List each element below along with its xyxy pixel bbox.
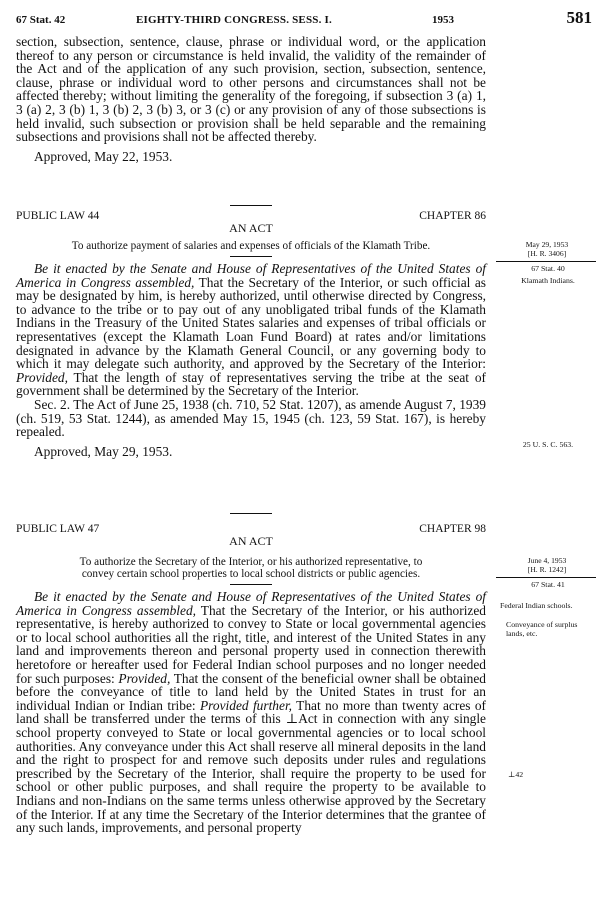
act-title-line-1: To authorize the Secretary of the Interior, or his authorized representative, to [79,556,423,568]
margin-usc-citation: 25 U. S. C. 563. [522,440,574,449]
margin-date: May 29, 1953 [525,240,569,249]
margin-date: June 4, 1953 [527,556,567,565]
continuation-block [16,35,486,163]
an-act-label: AN ACT [229,534,273,548]
approved-may-22: Approved, May 22, 1953. [34,148,173,164]
divider-rule [230,205,272,206]
enacting-clause: Be it enacted by the Senate and House of Representatives of the United States of America in Congress assembled, [16,589,486,618]
approved-may-29: Approved, May 29, 1953. [34,443,173,459]
margin-bill-number: [H. R. 1242] [527,564,567,574]
proviso: Provided, [118,670,171,686]
margin-stat-ref: 67 Stat. 40 [531,264,565,273]
act-title [16,556,486,580]
congress-session: EIGHTY-THIRD CONGRESS. SESS. I. [136,14,332,26]
margin-date-block [500,241,594,258]
an-act-label: AN ACT [229,221,273,235]
margin-stat-ref: 67 Stat. 41 [531,580,565,589]
margin-rule [496,261,596,262]
divider-rule [230,584,272,585]
chapter-label: CHAPTER 86 [419,210,486,222]
public-law-label: PUBLIC LAW 44 [16,210,100,222]
act-title-line-2: convey certain school properties to local school districts or public agencies. [81,568,421,580]
section-1: Be it enacted by the Senate and House of Representatives of the United States of America in Congress assembled, That the Secretary of the Interior, or such official as may be designated by him, is hereby authorized, until otherwise directed by Congress, to advance to the tribe or to pay out of any unobligated tribal funds of the Klamath Indians in the Treasury of the United States salaries and expenses of tribal officials or representatives (except the Klamath Loan Fund Board) at rates and/or limitations designated in advance by the Klamath General Council, or any governing body to which it may delegate such authority, and approved by the Secretary of the Interior: Provided, That the length of stay of representatives serving the tribe at the seat of government shall be determined by the Secretary of the Interior. [16,261,486,399]
law-47-body [16,590,486,835]
proviso: Provided, [16,369,68,385]
divider-rule [230,256,272,257]
margin-topic: Federal Indian schools. [500,601,573,610]
divider-rule [230,513,272,514]
header-year: 1953 [432,14,454,26]
act-title: To authorize payment of salaries and expenses of officials of the Klamath Tribe. [71,240,431,252]
proviso-further: Provided further, [200,697,293,713]
stat-reference: 67 Stat. 42 [16,14,66,26]
page-number: 581 [566,8,592,27]
margin-page-reference: ⊥42 [508,770,524,779]
enacting-clause: Be it enacted by the Senate and House of Representatives of the United States of America in Congress assembled, [16,261,486,290]
continuation-paragraph: section, subsection, sentence, clause, phrase or individual word, or the application thereof to any person or circumstance is held invalid, the validity of the remainder of the Act and of the application of any such provision, section, subsection, sentence, clause, phrase or individual word to other persons and circumstances shall not be affected thereby; without limiting the generality of the foregoing, if subsection 3 (a) 1, 3 (a) 2, 3 (b) 1, 3 (b) 2, 3 (b) 3, or 3 (c) or any provision of any of those subsections is held invalid, such subsection or provision shall be held separable and the remaining subsections and provisions shall not be affected thereby. [16,34,486,145]
margin-topic: Klamath Indians. [521,276,575,285]
margin-bill-number: [H. R. 3406] [527,248,567,258]
public-law-label: PUBLIC LAW 47 [16,523,100,535]
running-header [16,8,594,30]
margin-subtopic: Conveyance of surplus lands, etc. [506,620,578,638]
margin-date-block [500,557,594,574]
section-1: Be it enacted by the Senate and House of Representatives of the United States of America in Congress assembled, That the Secretary of the Interior, or his authorized representative, is hereby authorized to convey to State or local governmental agencies or to local school authorities all the right, title, and interest of the United States in any land and improvements thereon and personal property used in connection therewith heretofore or hereafter used for Federal Indian school purposes and no longer needed for such purposes: Provided, That the consent of the beneficial owner shall be obtained before the conveyance of title to land held by the United States in trust for an individual Indian or Indian tribe: Provided further, That no more than twenty acres of land shall be transferred under the terms of this ⊥Act in connection with any single school property conveyed to State or local governmental agencies or to local school authorities. Any conveyance under this Act shall reserve all mineral deposits in the land and the right to prospect for and remove such deposits under rules and regulations prescribed by the Secretary of the Interior, shall require the property to be used for school or other public purposes, and shall require the property to be available to Indians and non-Indians on the same terms unless otherwise approved by the Secretary of the Interior. If at any time the Secretary of the Interior determines that the grantee of any such lands, improvements, and personal property [16,589,487,836]
law-44-body [16,262,486,458]
chapter-label: CHAPTER 98 [419,523,486,535]
section-2: Sec. 2. The Act of June 25, 1938 (ch. 710, 52 Stat. 1207), as amende August 7, 1939 (ch. 519, 53 Stat. 1244), as amended May 15, 1945 (ch. 123, 59 Stat. 167), is hereby repealed. [16,396,486,440]
margin-rule [496,577,596,578]
